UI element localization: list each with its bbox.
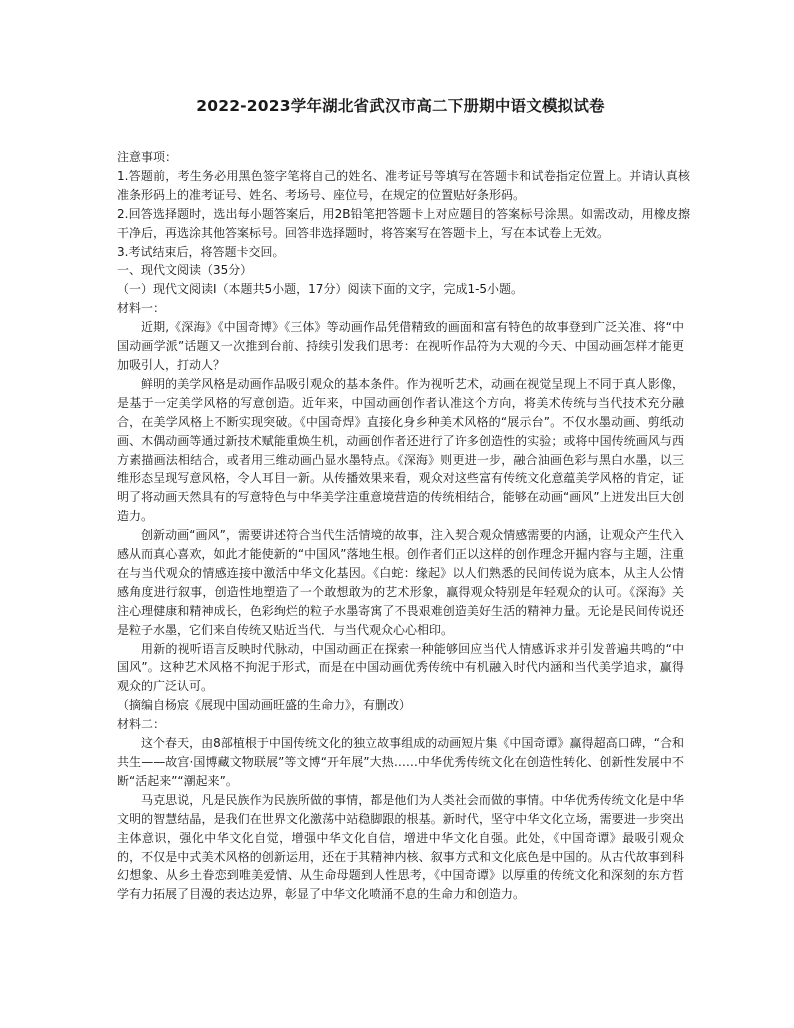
material-1-paragraph-4: 用新的视听语言反映时代脉动，中国动画正在探索一种能够回应当代人情感诉求并引发普遍共鸣的“中国风”。这种艺术风格不拘泥于形式，而是在中国动画优秀传统中有机融入时代内涵和当代美学追求，赢得观众的广泛认可。 xyxy=(117,641,684,694)
material-1-paragraph-3: 创新动画“画风”，需要讲述符合当代生活情境的故事，注入契合观众情感需要的内涵，让观众产生代入感从而真心喜欢，如此才能使新的“中国风”落地生根。创作者们正以这样的创作理念开掘内容与主题，注重在与当代观众的情感连接中激活中华文化基因。《白蛇：缘起》以人们熟悉的民间传说为底本，从主人公情感角度进行叙事，创造性地塑造了一个敢想敢为的艺术形象，赢得观众特别是年轻观众的认可。《深海》关注心理健康和精神成长，色彩绚烂的粒子水墨寄寓了不畏艰难创造美好生活的精神力量。无论是民间传说还是粒子水墨，它们来自传统又贴近当代．与当代观众心心相印。 xyxy=(117,528,684,637)
notice-item-3: 3.考试结束后，将答题卡交回。 xyxy=(117,244,285,259)
page-title: 2022-2023学年湖北省武汉市高二下册期中语文模拟试卷 xyxy=(196,97,605,115)
subsection-heading: （一）现代文阅读Ⅰ（本题共5小题，17分）阅读下面的文字，完成1-5小题。 xyxy=(117,282,524,297)
notice-heading: 注意事项： xyxy=(117,150,178,164)
notice-item-1: 1.答题前，考生务必用黑色签字笔将自己的姓名、准考证号等填写在答题卡和试卷指定位置上。并请认真核准条形码上的准考证号、姓名、考场号、座位号，在规定的位置贴好条形码。 xyxy=(117,168,690,202)
exam-body xyxy=(117,148,690,904)
material-2-paragraph-2: 马克思说，凡是民族作为民族所做的事情，都是他们为人类社会而做的事情。中华优秀传统文化是中华文明的智慧结晶，是我们在世界文化激荡中站稳脚跟的根基。新时代，坚守中华文化立场，需要进一步突出主体意识，强化中华文化自觉，增强中华文化自信，增进中华文化自强。此处，《中国奇谭》最吸引观众的，不仅是中式美术风格的创新运用，还在于其精神内核、叙事方式和文化底色是中国的。从古代故事到科幻想象、从乡土眷恋到唯美爱情、从生命母题到人性思考，《中国奇谭》以厚重的传统文化和深刻的东方哲学有力拓展了目漫的表达边界，彰显了中华文化喷涌不息的生命力和创造力。 xyxy=(117,792,684,902)
material-2-label: 材料二： xyxy=(117,717,166,732)
material-1-paragraph-1: 近期,《深海》《中国奇博》《三体》等动画作品凭借精致的画面和富有特色的故事登到广泛关准、将“中国动画学派”话题又一次推到台前、持续引发我们思考：在视听作品符为大观的今天、中国动画怎样才能更加吸引人，打动人？ xyxy=(117,320,684,372)
material-2-paragraph-1: 这个春天，由8部植根于中国传统文化的独立故事组成的动画短片集《中国奇谭》赢得超高口碑，“合和共生——故宫·国博藏文物联展”等文博“开年展”大热……中华优秀传统文化在创造性转化、创新性发展中不断“活起来”“潮起来”。 xyxy=(117,736,684,788)
material-1-label: 材料一： xyxy=(117,301,166,316)
section-heading: 一、现代文阅读（35分） xyxy=(117,263,253,278)
material-1-source: （摘编自杨宸《展现中国动画旺盛的生命力》，有删改） xyxy=(117,698,412,713)
material-1-paragraph-2: 鲜明的美学风格是动画作品吸引观众的基本条件。作为视听艺术，动画在视觉呈现上不同于真人影像，是基于一定美学风格的写意创造。近年来，中国动画创作者认准这个方向，将美术传统与当代技术充分融合，在美学风格上不断实现突破。《中国奇焊》直接化身乡种美术风格的“展示台”。不仅水墨动画、剪纸动画、木偶动画等通过新技术赋能重焕生机，动画创作者还进行了许多创造性的实验；或将中国传统画风与西方素描画法相结合，或者用三维动画凸显水墨特点。《深海》则更进一步，融合油画色彩与黑白水墨，以三维形态呈现写意风格，令人耳目一新。从传播效果来看，观众对这些富有传统文化意蕴美学风格的肯定，证明了将动画天然具有的写意特色与中华美学注重意境营造的传统相结合，能够在动画“画风”上迸发出巨大创造力。 xyxy=(117,376,684,524)
notice-item-2: 2.回答选择题时，选出每小题答案后，用2B铅笔把答题卡上对应题目的答案标号涂黑。如需改动，用橡皮擦干净后，再选涂其他答案标号。回答非选择题时，将答案写在答题卡上，写在本试卷上无效。 xyxy=(117,206,690,240)
